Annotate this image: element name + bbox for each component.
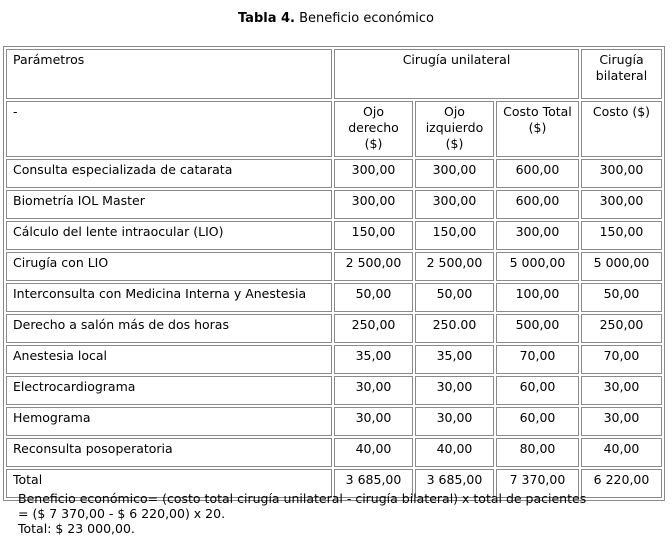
row-ojo-derecho: 40,00 — [334, 438, 413, 467]
row-costo-total: 80,00 — [496, 438, 579, 467]
table-row — [6, 376, 662, 405]
table-row — [6, 283, 662, 312]
row-ojo-izquierdo: 300,00 — [415, 159, 494, 188]
row-costo-total: 60,00 — [496, 407, 579, 436]
table-row — [6, 345, 662, 374]
row-bilateral: 5 000,00 — [581, 252, 662, 281]
row-ojo-derecho: 300,00 — [334, 190, 413, 219]
row-costo-total: 60,00 — [496, 376, 579, 405]
row-ojo-izquierdo: 150,00 — [415, 221, 494, 250]
table-row — [6, 438, 662, 467]
row-ojo-derecho: 50,00 — [334, 283, 413, 312]
total-label: Total — [6, 469, 332, 498]
row-name: Cirugía con LIO — [6, 252, 332, 281]
row-name: Reconsulta posoperatoria — [6, 438, 332, 467]
table-row — [6, 407, 662, 436]
row-bilateral: 300,00 — [581, 190, 662, 219]
total-costo-total: 7 370,00 — [496, 469, 579, 498]
header-row-2 — [6, 101, 662, 157]
row-name: Anestesia local — [6, 345, 332, 374]
row-ojo-derecho: 300,00 — [334, 159, 413, 188]
table-caption — [0, 11, 672, 26]
header-parametros: Parámetros — [6, 49, 332, 99]
row-name: Interconsulta con Medicina Interna y Anestesia — [6, 283, 332, 312]
row-bilateral: 30,00 — [581, 407, 662, 436]
row-bilateral: 250,00 — [581, 314, 662, 343]
table-row — [6, 159, 662, 188]
row-ojo-izquierdo: 300,00 — [415, 190, 494, 219]
footnote — [18, 491, 586, 536]
row-ojo-derecho: 2 500,00 — [334, 252, 413, 281]
footnote-line-3: Total: $ 23 000,00. — [18, 521, 135, 536]
row-ojo-izquierdo: 30,00 — [415, 376, 494, 405]
table-row — [6, 314, 662, 343]
row-ojo-izquierdo: 35,00 — [415, 345, 494, 374]
footnote-line-2: = ($ 7 370,00 - $ 6 220,00) x 20. — [18, 506, 226, 521]
row-name: Cálculo del lente intraocular (LIO) — [6, 221, 332, 250]
row-costo-total: 600,00 — [496, 159, 579, 188]
header-row-1 — [6, 49, 662, 99]
header-ojo-izquierdo: Ojo izquierdo ($) — [415, 101, 494, 157]
row-ojo-izquierdo: 50,00 — [415, 283, 494, 312]
row-costo-total: 300,00 — [496, 221, 579, 250]
row-costo-total: 600,00 — [496, 190, 579, 219]
row-ojo-derecho: 35,00 — [334, 345, 413, 374]
row-ojo-derecho: 150,00 — [334, 221, 413, 250]
row-ojo-derecho: 30,00 — [334, 407, 413, 436]
row-ojo-izquierdo: 30,00 — [415, 407, 494, 436]
header-costo: Costo ($) — [581, 101, 662, 157]
row-bilateral: 300,00 — [581, 159, 662, 188]
row-name: Derecho a salón más de dos horas — [6, 314, 332, 343]
row-ojo-izquierdo: 40,00 — [415, 438, 494, 467]
table-row — [6, 221, 662, 250]
total-ojo-izquierdo: 3 685,00 — [415, 469, 494, 498]
table-row — [6, 252, 662, 281]
header-unilateral: Cirugía unilateral — [334, 49, 579, 99]
row-bilateral: 150,00 — [581, 221, 662, 250]
row-costo-total: 5 000,00 — [496, 252, 579, 281]
row-costo-total: 70,00 — [496, 345, 579, 374]
header-ojo-derecho: Ojo derecho ($) — [334, 101, 413, 157]
caption-label: Tabla 4. — [237, 11, 295, 26]
row-ojo-izquierdo: 2 500,00 — [415, 252, 494, 281]
header-bilateral: Cirugía bilateral — [581, 49, 662, 99]
row-ojo-derecho: 250,00 — [334, 314, 413, 343]
caption-text: Beneficio económico — [299, 11, 434, 26]
row-costo-total: 100,00 — [496, 283, 579, 312]
total-bilateral: 6 220,00 — [581, 469, 662, 498]
row-name: Hemograma — [6, 407, 332, 436]
total-ojo-derecho: 3 685,00 — [334, 469, 413, 498]
row-name: Electrocardiograma — [6, 376, 332, 405]
row-costo-total: 500,00 — [496, 314, 579, 343]
row-bilateral: 50,00 — [581, 283, 662, 312]
row-bilateral: 70,00 — [581, 345, 662, 374]
benefit-table — [3, 46, 665, 501]
row-ojo-izquierdo: 250.00 — [415, 314, 494, 343]
row-name: Biometría IOL Master — [6, 190, 332, 219]
header-costo-total: Costo Total ($) — [496, 101, 579, 157]
row-bilateral: 30,00 — [581, 376, 662, 405]
header-dash: - — [6, 101, 332, 157]
row-bilateral: 40,00 — [581, 438, 662, 467]
row-ojo-derecho: 30,00 — [334, 376, 413, 405]
row-name: Consulta especializada de catarata — [6, 159, 332, 188]
table-row — [6, 190, 662, 219]
footnote-line-1: Beneficio económico= (costo total cirugía unilateral - cirugía bilateral) x total de pacientes — [18, 491, 587, 506]
